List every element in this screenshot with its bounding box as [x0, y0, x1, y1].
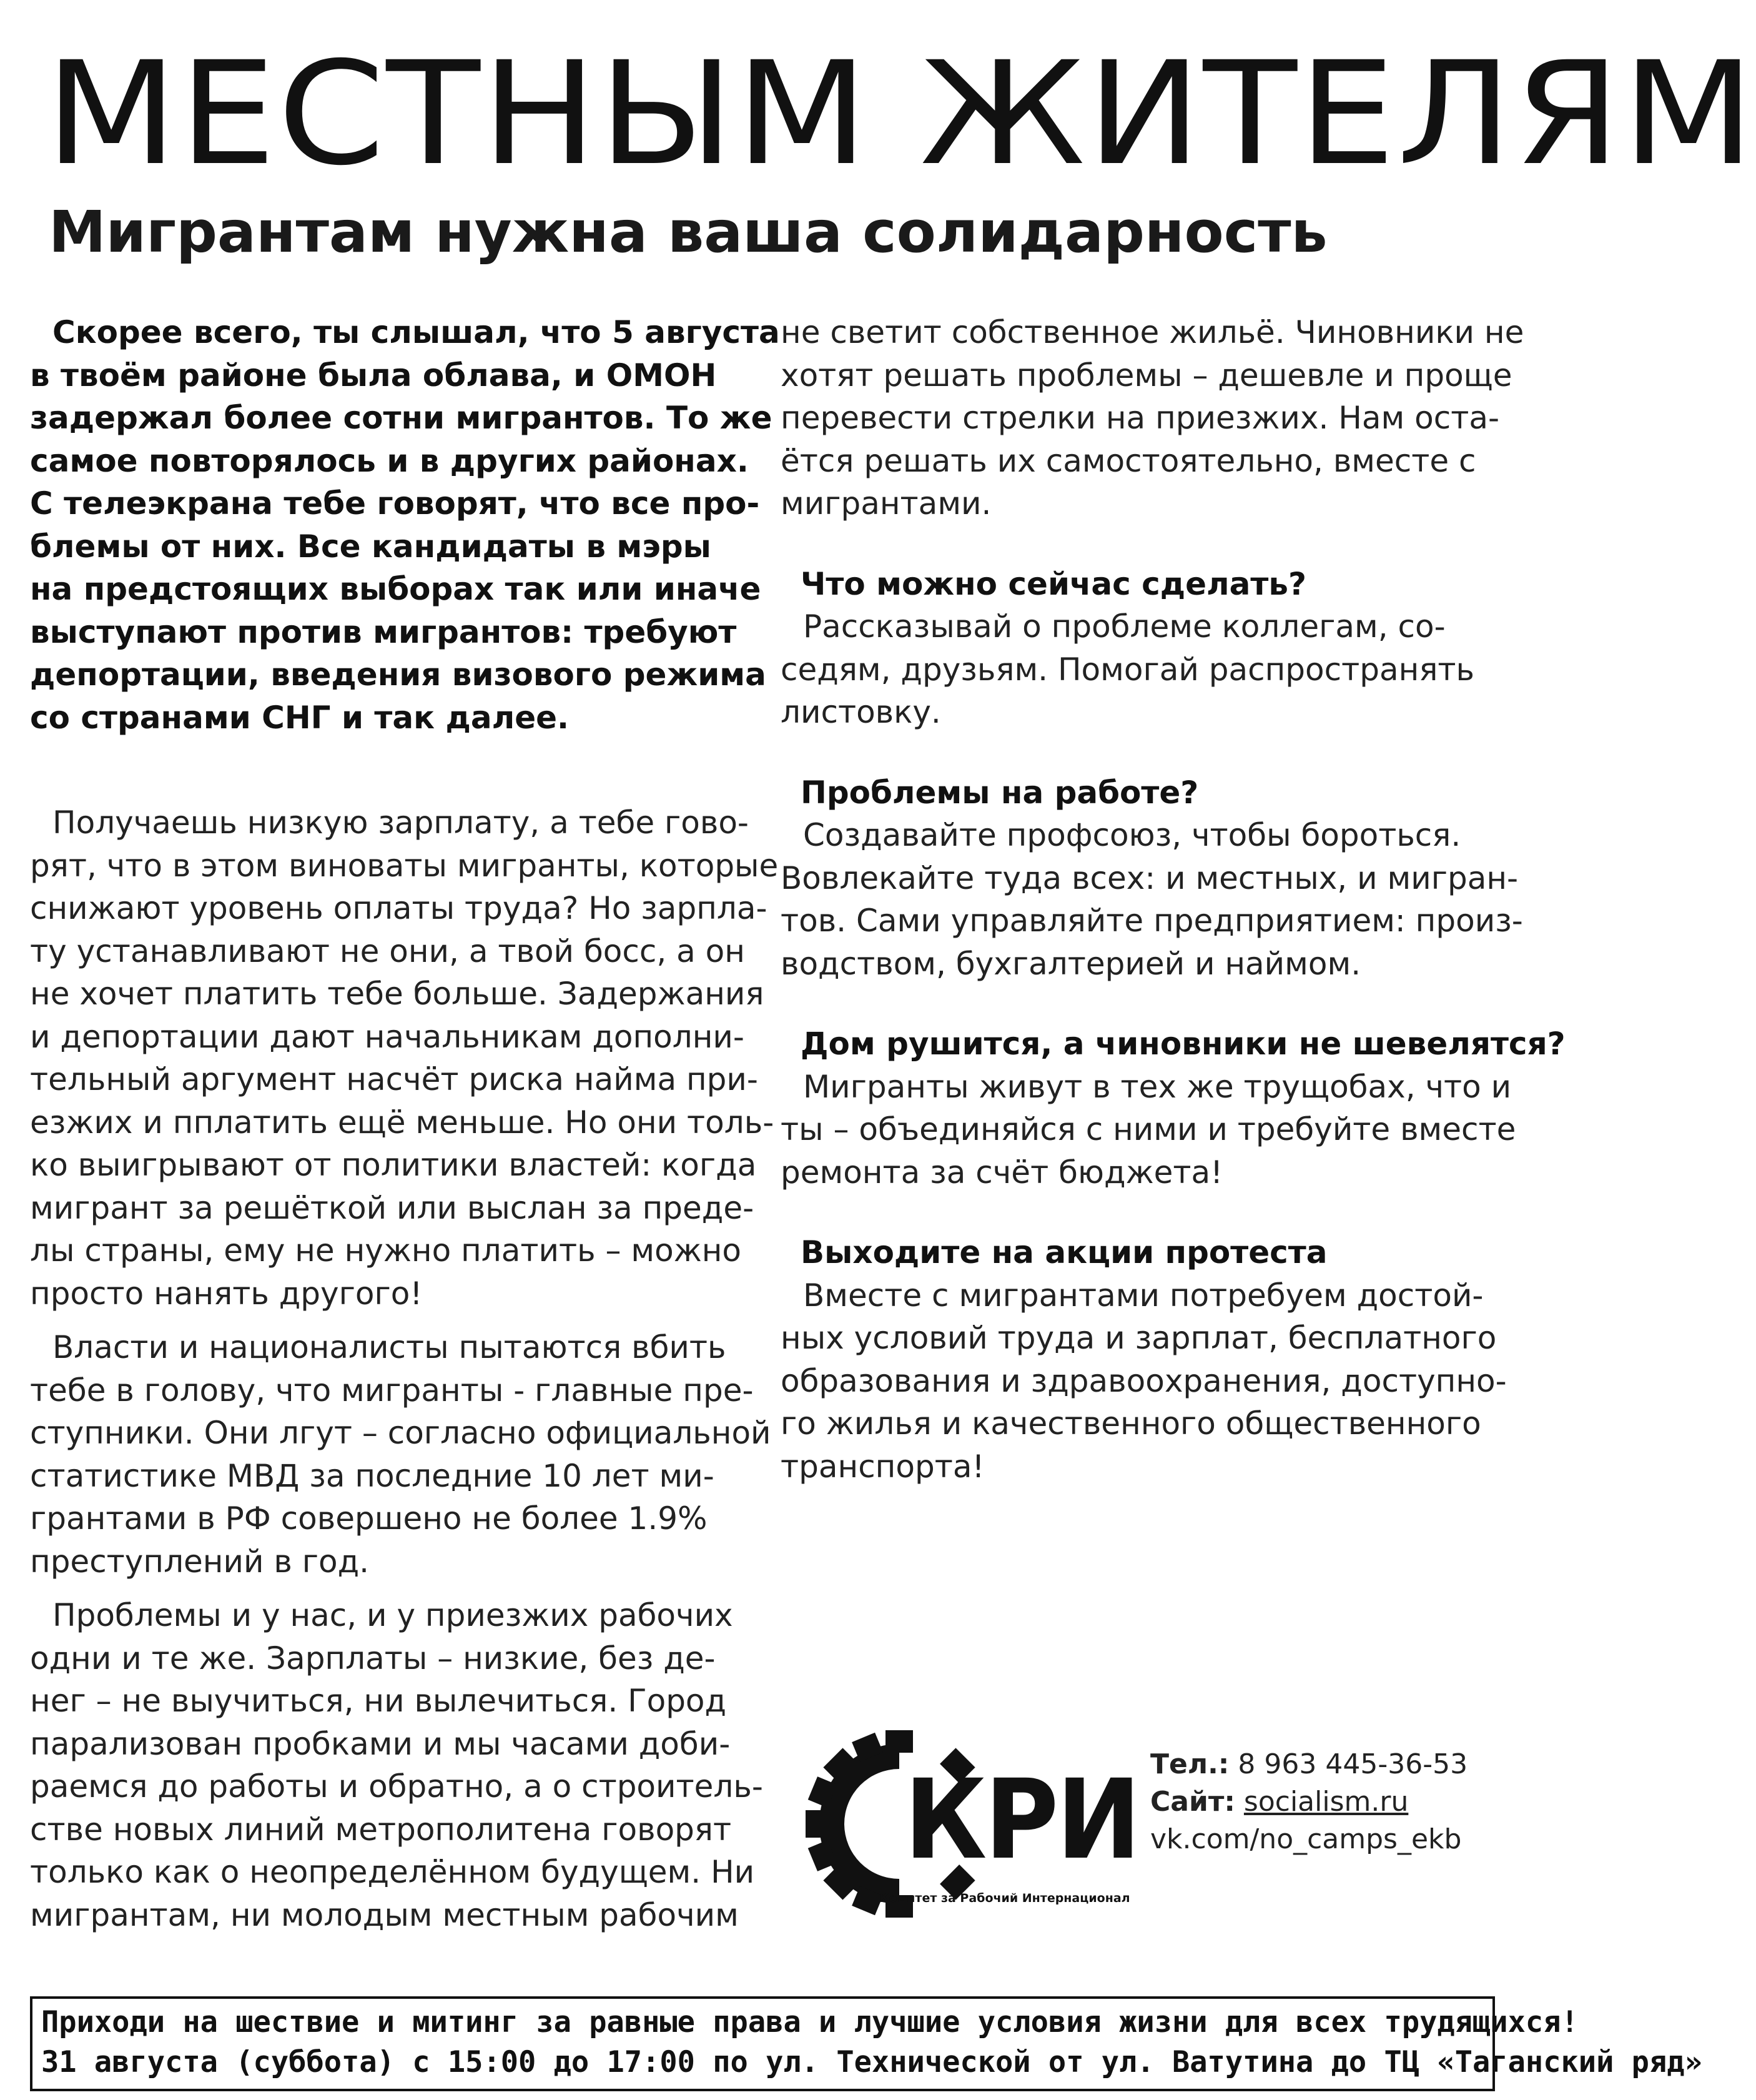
body-line: Вместе с мигрантами потребуем достой- — [803, 1277, 1484, 1314]
vk-link[interactable]: vk.com/no_camps_ekb — [1150, 1823, 1462, 1855]
body-line: статистике МВД за последние 10 лет ми- — [30, 1457, 714, 1494]
body-line: ступники. Они лгут – согласно официальной — [30, 1415, 771, 1451]
phone-row — [1150, 1746, 1467, 1783]
lead-paragraph — [30, 311, 780, 739]
body-line: седям, друзьям. Помогай распространять — [781, 651, 1474, 688]
body-line: Власти и националисты пытаются вбить — [52, 1329, 726, 1365]
section-body-housing — [781, 1066, 1516, 1194]
body-line: ты – объединяйся с ними и требуйте вместе — [781, 1111, 1516, 1147]
section-heading-housing: Дом рушится, а чиновники не шевелятся? — [801, 1026, 1566, 1062]
body-line: не хочет платить тебе больше. Задержания — [30, 976, 764, 1012]
body-line: мигрант за решёткой или выслан за преде- — [30, 1189, 754, 1226]
body-line: мигрантами. — [781, 485, 992, 522]
lead-line: на предстоящих выборах так или иначе — [30, 571, 761, 607]
body-line: листовку. — [781, 694, 941, 730]
body-line: тельный аргумент насчёт риска найма при- — [30, 1061, 758, 1097]
logo-caption: Комитет за Рабочий Интернационал — [879, 1891, 1130, 1905]
body-line: Проблемы и у нас, и у приезжих рабочих — [52, 1597, 733, 1633]
lead-line: депортации, введения визового режима — [30, 656, 766, 693]
section-body-work-problems — [781, 814, 1523, 985]
body-line: Получаешь низкую зарплату, а тебе гово- — [52, 805, 749, 841]
page-title: МЕСТНЫМ ЖИТЕЛЯМ — [45, 31, 1756, 197]
body-line: только как о неопределённом будущем. Ни — [30, 1854, 755, 1890]
body-line: рят, что в этом виноваты мигранты, которые — [30, 847, 779, 884]
body-line: Мигранты живут в тех же трущобах, что и — [803, 1068, 1512, 1105]
lead-line: со странами СНГ и так далее. — [30, 699, 570, 736]
body-line: раемся до работы и обратно, а о строитель- — [30, 1768, 763, 1805]
section-body-protest — [781, 1274, 1507, 1488]
body-line: просто нанять другого! — [30, 1275, 423, 1312]
lead-line: задержал более сотни мигрантов. То же — [30, 400, 772, 436]
section-heading-what-to-do: Что можно сейчас сделать? — [801, 565, 1307, 602]
lead-line: С телеэкрана тебе говорят, что все про- — [30, 485, 760, 522]
body-line: ных условий труда и зарплат, бесплатного — [781, 1320, 1497, 1356]
body-line: тов. Сами управляйте предприятием: произ- — [781, 903, 1523, 939]
footer-line-details: 31 августа (суббота) с 15:00 до 17:00 по ул. Технической от ул. Ватутина до ТЦ «Таганский ряд» — [41, 2045, 1702, 2079]
site-link[interactable]: socialism.ru — [1243, 1786, 1409, 1818]
continuation-paragraph — [781, 311, 1524, 525]
body-line: нег – не выучиться, ни вылечиться. Город — [30, 1683, 727, 1719]
body-line: ремонта за счёт бюджета! — [781, 1154, 1223, 1191]
site-row — [1150, 1783, 1467, 1821]
body-line: снижают уровень оплаты труда? Но зарпла- — [30, 890, 767, 926]
phone-number[interactable]: 8 963 445-36-53 — [1238, 1748, 1468, 1780]
body-line: ётся решать их самостоятельно, вместе с — [781, 442, 1476, 479]
lead-line: блемы от них. Все кандидаты в мэры — [30, 528, 711, 565]
body-line: Рассказывай о проблеме коллегам, со- — [803, 608, 1446, 645]
body-line: образования и здравоохранения, доступно- — [781, 1362, 1507, 1399]
body-paragraph-crime — [30, 1326, 771, 1583]
body-line: не светит собственное жильё. Чиновники не — [781, 314, 1524, 350]
body-line: тебе в голову, что мигранты - главные пре- — [30, 1372, 754, 1409]
body-line: грантами в РФ совершено не более 1.9% — [30, 1500, 708, 1537]
kri-logo — [806, 1730, 1155, 1918]
body-line: преступлений в год. — [30, 1543, 370, 1580]
section-heading-protest: Выходите на акции протеста — [801, 1234, 1328, 1270]
logo-wordmark: КРИ — [904, 1756, 1139, 1884]
section-body-what-to-do — [781, 605, 1499, 734]
body-line: одни и те же. Зарплаты – низкие, без де- — [30, 1640, 716, 1677]
lead-line: в твоём районе была облава, и ОМОН — [30, 357, 717, 394]
lead-line: самое повторялось и в других районах. — [30, 442, 749, 479]
body-line: стве новых линий метрополитена говорят — [30, 1811, 732, 1848]
body-line: ко выигрывают от политики властей: когда — [30, 1147, 757, 1183]
body-line: го жилья и качественного общественного — [781, 1405, 1481, 1442]
body-line: езжих и пплатить ещё меньше. Но они толь- — [30, 1104, 774, 1141]
body-line: парализован пробками и мы часами доби- — [30, 1725, 731, 1762]
body-line: Создавайте профсоюз, чтобы бороться. — [803, 817, 1461, 853]
lead-line: выступают против мигрантов: требуют — [30, 613, 737, 650]
section-heading-work-problems: Проблемы на работе? — [801, 774, 1199, 811]
footer-line-call: Приходи на шествие и митинг за равные права и лучшие условия жизни для всех трудящихся! — [41, 2005, 1579, 2039]
body-paragraph-problems — [30, 1594, 763, 1936]
contacts-block — [1150, 1746, 1467, 1858]
lead-line: Скорее всего, ты слышал, что 5 августа — [52, 314, 780, 350]
body-paragraph-wages — [30, 801, 779, 1315]
phone-label: Тел.: — [1150, 1748, 1230, 1780]
body-line: Вовлекайте туда всех: и местных, и мигран- — [781, 859, 1519, 896]
body-line: мигрантам, ни молодым местным рабочим — [30, 1896, 739, 1933]
body-line: перевести стрелки на приезжих. Нам оста- — [781, 400, 1500, 436]
footer-announcement — [30, 1996, 1702, 2091]
right-column — [781, 311, 1566, 1488]
body-line: транспорта! — [781, 1448, 985, 1485]
left-column — [30, 311, 780, 1936]
body-line: водством, бухгалтерией и наймом. — [781, 945, 1361, 982]
body-line: и депортации дают начальникам дополни- — [30, 1018, 744, 1055]
body-line: лы страны, ему не нужно платить – можно — [30, 1232, 742, 1269]
body-line: хотят решать проблемы – дешевле и проще — [781, 357, 1512, 394]
page-subtitle: Мигрантам нужна ваша солидарность — [49, 199, 1328, 265]
site-label: Сайт: — [1150, 1786, 1235, 1818]
body-line: ту устанавливают не они, а твой босс, а он — [30, 933, 745, 969]
